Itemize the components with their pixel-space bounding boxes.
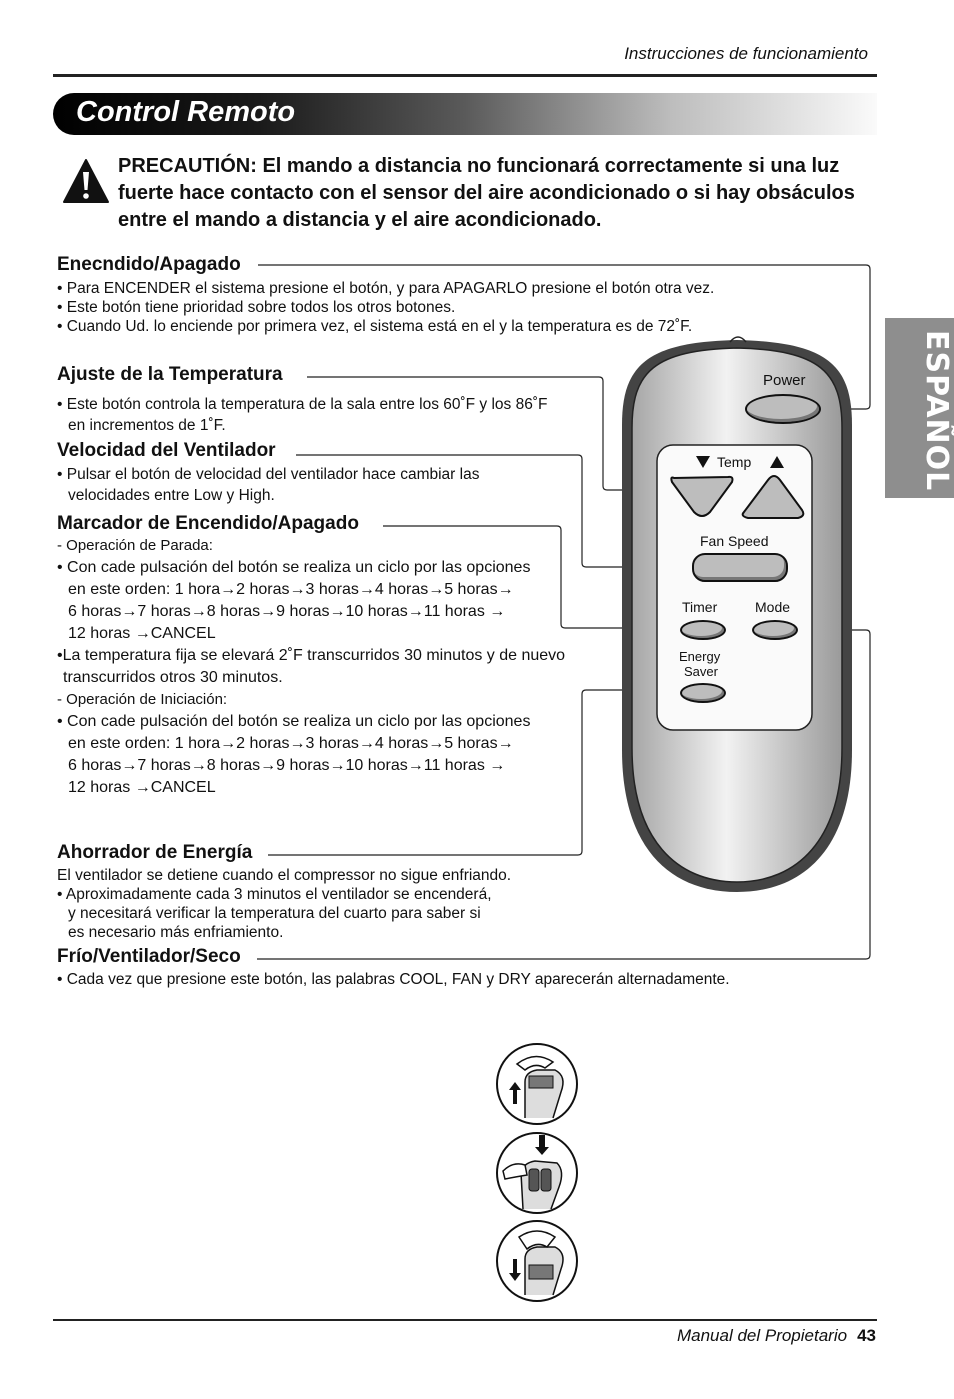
timer-button[interactable] (680, 620, 726, 640)
top-rule (53, 74, 877, 77)
fan-heading: Velocidad del Ventilador (57, 440, 276, 461)
energy-label-2: Saver (684, 664, 718, 679)
temp-down-button[interactable] (670, 470, 736, 520)
power-label: Power (763, 372, 806, 389)
header-title: Instrucciones de funcionamiento (624, 44, 868, 63)
mode-heading: Frío/Ventilador/Seco (57, 946, 241, 967)
mode-button[interactable] (752, 620, 798, 640)
page-number: 43 (857, 1326, 876, 1345)
onoff-text: • Para ENCENDER el sistema presione el botón, y para APAGARLO presione el botón otra vez. • Este botón tiene prioridad sobre todos los otros botones. • Cuando Ud. lo enciende por primera vez, el sistema está en el y la temperatura es de 72˚F. (57, 280, 715, 335)
fan-text: • Pulsar el botón de velocidad del ventilador hace cambiar las velocidades entre Low y High. (57, 466, 480, 504)
energy-label-1: Energy (679, 649, 721, 664)
temp-text: • Este botón controla la temperatura de la sala entre los 60˚F y los 86˚F en incrementos de 1˚F. (57, 396, 548, 434)
battery-step-2-icon (495, 1131, 579, 1215)
timer-text: - Operación de Parada: • Con cade pulsación del botón se realiza un ciclo por las opciones en este orden: 1 hora→2 horas→3 horas→4 horas→5 horas→ 6 horas→7 horas→8 horas→9 horas→10 horas→11 horas → 12 horas →CANCEL •La temperatura fija se elevará 2˚F transcurridos 30 minutos y de nuevo transcurridos otros 30 minutos. - Operación de Iniciación: • Con cade pulsación del botón se realiza un ciclo por las opciones en este orden: 1 hora→2 horas→3 horas→4 horas→5 horas→ 6 horas→7 horas→8 horas→9 horas→10 horas→11 horas → 12 horas →CANCEL (57, 537, 566, 796)
timer-heading: Marcador de Encendido/Apagado (57, 513, 359, 534)
warning-icon (62, 158, 110, 204)
temp-up-button[interactable] (742, 470, 808, 520)
language-tab-label: ESPAÑOL (919, 330, 954, 492)
energy-heading: Ahorrador de Energía (57, 842, 253, 863)
bottom-rule (53, 1319, 877, 1321)
battery-step-1-icon (495, 1042, 579, 1126)
fan-speed-button[interactable] (692, 553, 788, 582)
temp-heading: Ajuste de la Temperatura (57, 364, 283, 385)
section-title: Control Remoto (76, 96, 296, 128)
fan-speed-label: Fan Speed (700, 533, 769, 549)
energy-saver-button[interactable] (680, 683, 726, 703)
timer-label: Timer (682, 599, 718, 615)
footer-label: Manual del Propietario (676, 1326, 848, 1345)
energy-text: El ventilador se detiene cuando el compressor no sigue enfriando. • Aproximadamente cada 3 minutos el ventilador se encenderá, y necesitará verificar la temperatura del cuarto para saber si es necesario más enfriamiento. (57, 867, 512, 941)
mode-text: • Cada vez que presione este botón, las palabras COOL, FAN y DRY aparecerán alternadamente. (57, 971, 730, 988)
onoff-heading: Enecndido/Apagado (57, 254, 241, 275)
remote-control-illustration (612, 330, 862, 905)
footer (677, 1326, 876, 1346)
power-button[interactable] (745, 394, 821, 424)
mode-label: Mode (755, 599, 791, 615)
caution-text: PRECAUTIÓN: El mando a distancia no funcionará correctamente si una luz fuerte hace contacto con el sensor del aire acondicionado o si hay obsáculos entre el mando a distancia y el aire acondicionado. (118, 155, 855, 231)
temp-label: Temp (717, 454, 752, 470)
battery-step-3-icon (495, 1219, 579, 1303)
